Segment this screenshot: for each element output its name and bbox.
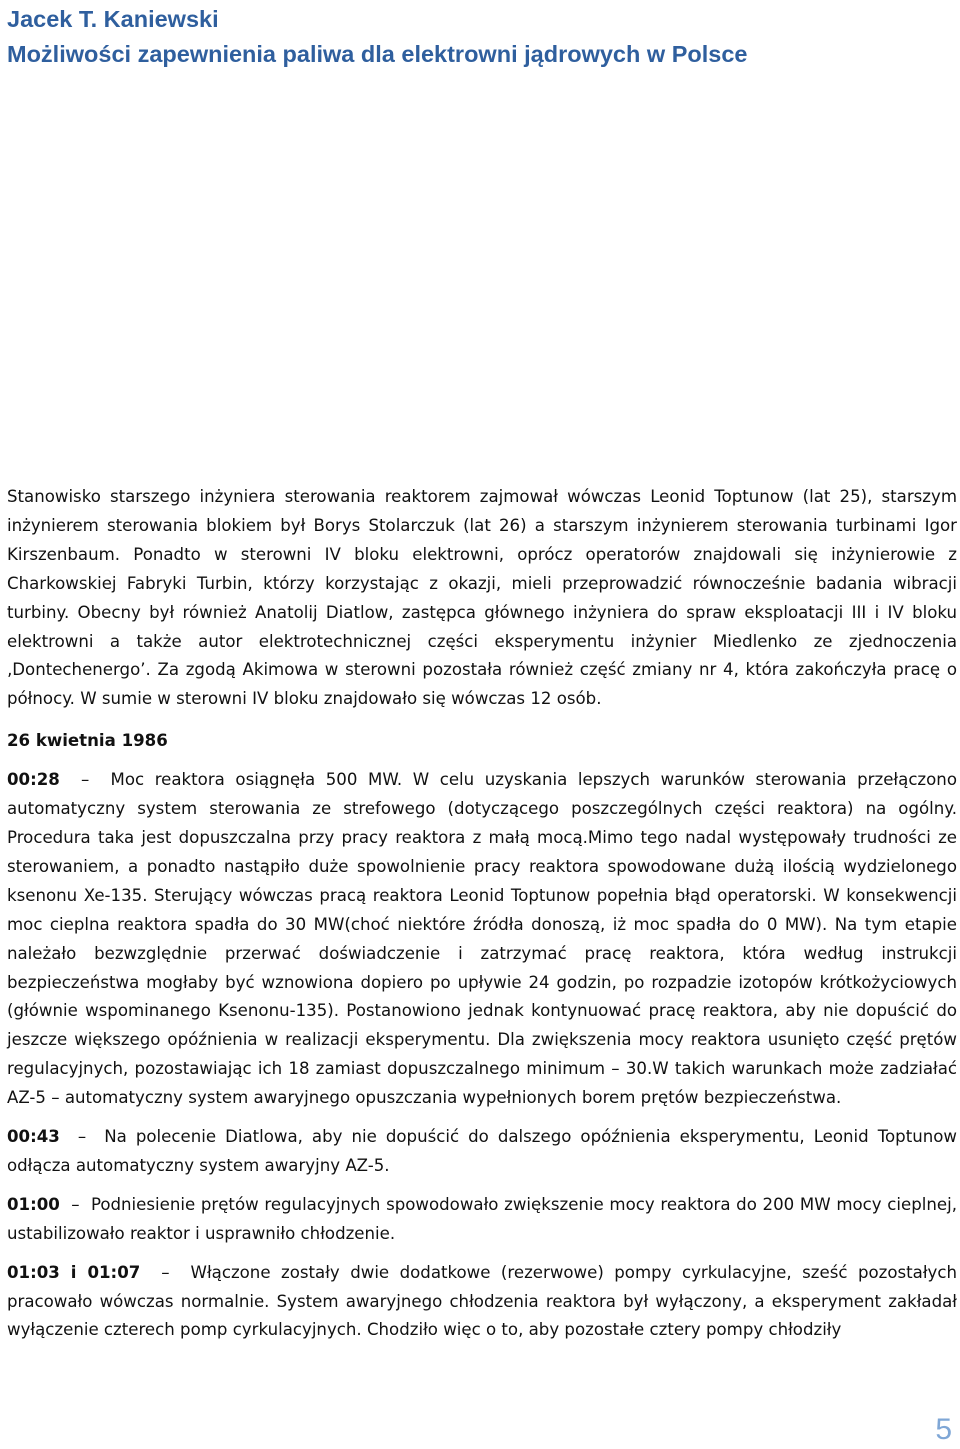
page-number: 5 (935, 1413, 952, 1446)
entry-dash: – (77, 1127, 87, 1147)
entry-text: Moc reaktora osiągnęła 500 MW. W celu uzyskania lepszych warunków sterowania przełączono automatyczny system sterowania ze strefowego (dotyczącego poszczególnych części reaktora) na ogólny. Procedura taka jest dopuszczalna przy pracy reaktora z małą mocą.Mimo tego nadal występowały trudności ze sterowaniem, a ponadto nastąpiło duże spowolnienie pracy reaktora spowodowane dużą ilością wydzielonego ksenonu Xe-135. Sterujący wówczas pracą reaktora Leonid Toptunow popełnia błąd operatorski. W konsekwencji moc cieplna reaktora spadła do 30 MW(choć niektóre źródła donoszą, iż moc spadła do 0 MW). Na tym etapie należało bezwzględnie przerwać doświadczenie i zatrzymać pracę reaktora, która według instrukcji bezpieczeństwa mogłaby być wznowiona dopiero po upływie 24 godzin, po rozpadzie izotopów krótkożyciowych (głównie wspominanego Ksenonu-135). Postanowiono jednak kontynuować pracę reaktora, aby nie dopuścić do jeszcze większego opóźnienia w realizacji eksperymentu. Dla zwiększenia mocy reaktora usunięto część prętów regulacyjnych, pozostawiając ich 18 zamiast dopuszczalnego minimum – 30.W takich warunkach może zadziałać AZ-5 – automatyczny system awaryjnego opuszczania wypełnionych borem prętów bezpieczeństwa. (7, 770, 957, 1108)
timeline-entry (7, 1123, 957, 1181)
entry-text: Włączone zostały dwie dodatkowe (rezerwowe) pompy cyrkulacyjne, sześć pozostałych pracowało wówczas normalnie. System awaryjnego chłodzenia reaktora był wyłączony, a eksperyment zakładał wyłączenie czterech pomp cyrkulacyjnych. Chodziło więc o to, aby pozostałe cztery pompy chłodziły (7, 1262, 957, 1340)
date-heading: 26 kwietnia 1986 (7, 731, 168, 751)
timeline-entry (7, 1191, 957, 1249)
timeline-entry (7, 1259, 957, 1346)
entry-time: 00:28 (7, 770, 60, 790)
document-title: Możliwości zapewnienia paliwa dla elektrowni jądrowych w Polsce (7, 41, 748, 67)
entry-time: 01:00 (7, 1194, 60, 1214)
entry-dash: – (81, 770, 90, 790)
entry-dash: – (71, 1194, 80, 1214)
author-name: Jacek T. Kaniewski (7, 6, 219, 32)
intro-paragraph: Stanowisko starszego inżyniera sterowania reaktorem zajmował wówczas Leonid Toptunow (lat 25), starszym inżynierem sterowania blokiem był Borys Stolarczuk (lat 26) a starszym inżynierem sterowania turbinami Igor Kirszenbaum. Ponadto w sterowni IV bloku elektrowni, oprócz operatorów znajdowali się inżynierowie z Charkowskiej Fabryki Turbin, którzy korzystając z okazji, mieli przeprowadzić równocześnie badania wibracji turbiny. Obecny był również Anatolij Diatlow, zastępca głównego inżyniera do spraw eksploatacji III i IV bloku elektrowni a także autor elektrotechnicznej części eksperymentu inżynier Miedlenko ze zjednoczenia ‚Dontechenergo’. Za zgodą Akimowa w sterowni pozostała również część zmiany nr 4, która zakończyła pracę o północy. W sumie w sterowni IV bloku znajdowało się wówczas 12 osób. (7, 487, 957, 709)
entry-dash: – (161, 1262, 170, 1282)
page-header (7, 2, 957, 72)
document-body (7, 483, 957, 1345)
entry-text: Podniesienie prętów regulacyjnych spowodowało zwiększenie mocy reaktora do 200 MW mocy cieplnej, ustabilizowało reaktor i usprawniło chłodzenie. (7, 1194, 957, 1243)
entry-time: 00:43 (7, 1127, 60, 1147)
timeline-entry (7, 766, 957, 1113)
entry-time: 01:03 i 01:07 (7, 1262, 141, 1282)
entry-text: Na polecenie Diatlowa, aby nie dopuścić do dalszego opóźnienia eksperymentu, Leonid Toptunow odłącza automatyczny system awaryjny AZ-5. (7, 1127, 957, 1175)
